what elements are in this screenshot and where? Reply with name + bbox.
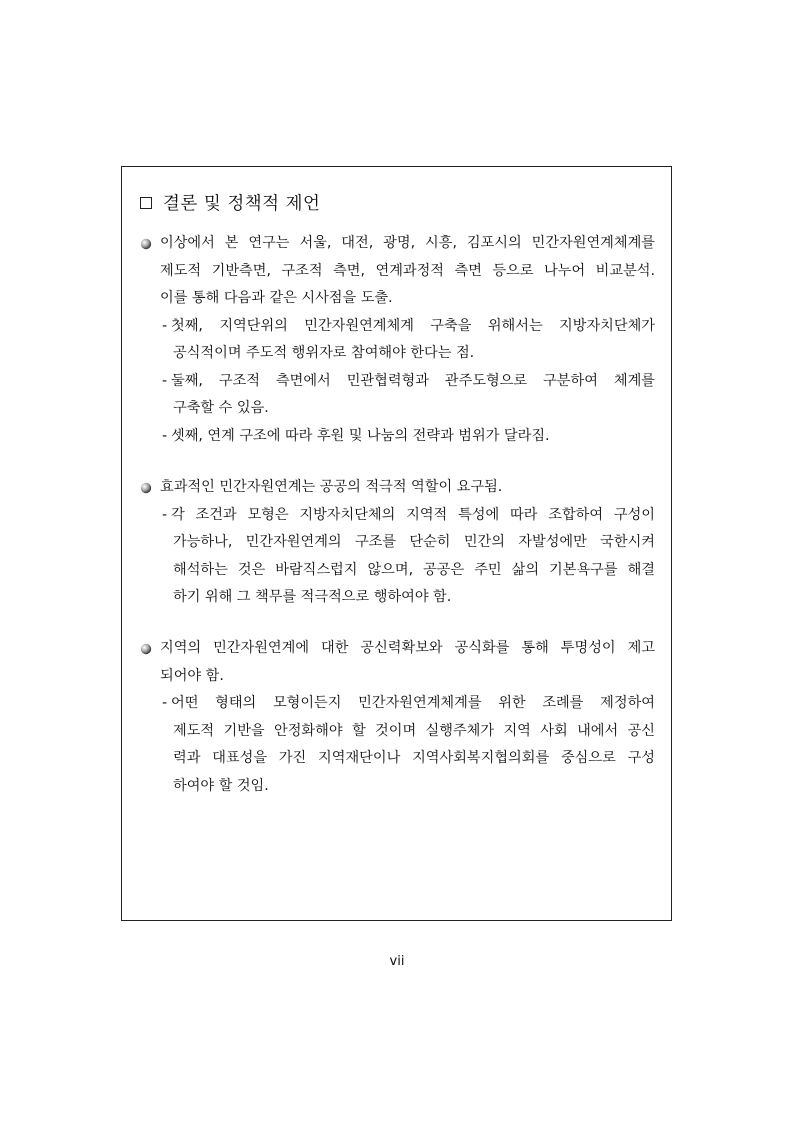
dash-item: - 셋째, 연계 구조에 따라 후원 및 나눔의 전략과 범위가 달라짐. <box>162 427 550 444</box>
dash-item: - 첫째, 지역단위의 민간자원연계체계 구축을 위해서는 지방자치단체가 <box>162 317 655 334</box>
page-number: vii <box>389 954 405 969</box>
bullet-line: 이상에서 본 연구는 서울, 대전, 광명, 시흥, 김포시의 민간자원연계체계를 <box>140 230 655 258</box>
conclusion-block-2 <box>140 474 655 612</box>
dash-item: - 어떤 형태의 모형이든지 민간자원연계체계를 위한 조례를 제정하여 <box>162 695 655 711</box>
section-heading <box>140 193 320 215</box>
dash-item: - 각 조건과 모형은 지방자치단체의 지역적 특성에 따라 조합하여 구성이 <box>162 506 655 523</box>
bullet-line: 효과적인 민간자원연계는 공공의 적극적 역할이 요구됨. <box>140 474 655 502</box>
section-title: 결론 및 정책적 제언 <box>163 194 321 214</box>
conclusion-block-1 <box>140 230 655 450</box>
dash-item: - 둘째, 구조적 측면에서 민관협력형과 관주도형으로 구분하여 체계를 <box>162 372 655 389</box>
bullet-text-line: 제도적 기반측면, 구조적 측면, 연계과정적 측면 등으로 나누어 비교분석. <box>160 262 655 279</box>
bullet-text-line: 이를 통해 다음과 같은 시사점을 도출. <box>160 290 393 306</box>
dash-item-text: 가능하나, 민간자원연계의 구조를 단순히 민간의 자발성에만 국한시켜 <box>173 534 655 550</box>
bullet-line: 지역의 민간자원연계에 대한 공신력확보와 공식화를 통해 투명성이 제고 <box>140 635 655 663</box>
sphere-bullet-icon <box>140 482 152 494</box>
dash-item-text: 력과 대표성을 가진 지역재단이나 지역사회복지협의회를 중심으로 구성 <box>173 750 655 766</box>
conclusion-block-3 <box>140 635 655 800</box>
bullet-text-line: 되어야 함. <box>160 667 224 684</box>
dash-item-text: 해석하는 것은 바람직스럽지 않으며, 공공은 주민 삶의 기본욕구를 해결 <box>173 561 655 578</box>
dash-item-text: 공식적이며 주도적 행위자로 참여해야 한다는 점. <box>173 345 475 361</box>
sphere-bullet-icon <box>140 643 152 655</box>
dash-item-text: 하여야 할 것임. <box>173 777 269 794</box>
sphere-bullet-icon <box>140 238 152 250</box>
dash-item-text: 제도적 기반을 안정화해야 할 것이며 실행주체가 지역 사회 내에서 공신 <box>173 722 655 739</box>
checkbox-square-icon <box>140 197 152 209</box>
dash-item-text: 하기 위해 그 책무를 적극적으로 행하여야 함. <box>173 589 452 605</box>
content-frame <box>121 166 672 921</box>
dash-item-text: 구축할 수 있음. <box>173 400 269 416</box>
